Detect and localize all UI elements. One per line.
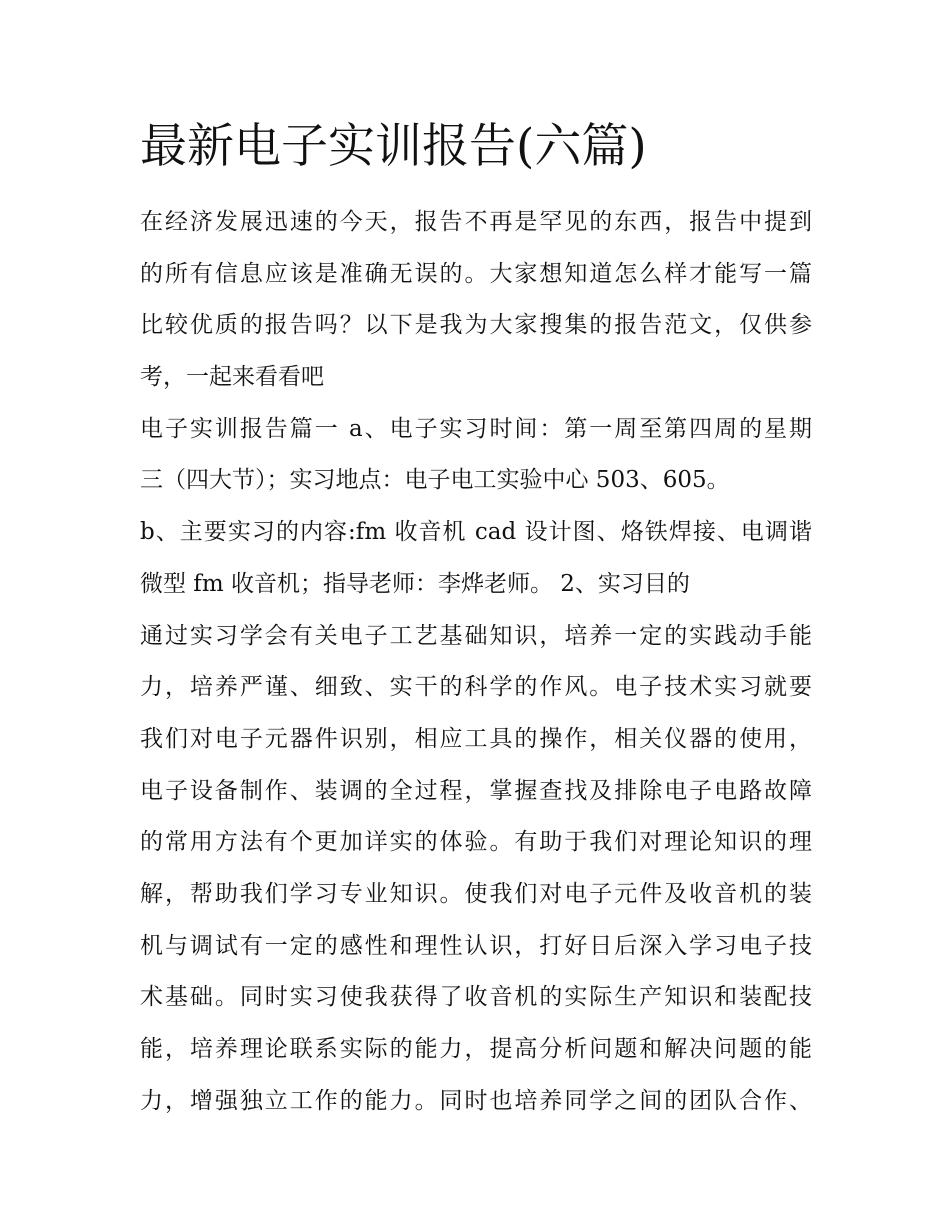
body-text-line: 术基础。同时实习使我获得了收音机的实际生产知识和装配技 [140,984,812,1011]
body-text-line: 考，一起来看看吧 [140,364,324,391]
body-text-line: 能，培养理论联系实际的能力，提高分析问题和解决问题的能 [140,1036,812,1062]
document-body [140,197,812,1127]
body-text-line: 电子实训报告篇一 a、电子实习时间：第一周至第四周的星期 [140,415,812,442]
body-text-line: 的所有信息应该是准确无误的。大家想知道怎么样才能写一篇 [140,260,812,287]
body-text-line: 解，帮助我们学习专业知识。使我们对电子元件及收音机的装 [140,880,812,907]
page-title: 最新电子实训报告(六篇) [140,119,647,174]
body-text-line: 力，增强独立工作的能力。同时也培养同学之间的团队合作、 [140,1087,812,1114]
body-text-line: b、主要实习的内容:fm 收音机 cad 设计图、烙铁焊接、电调谐 [140,519,812,546]
body-text-line: 微型 fm 收音机；指导老师：李烨老师。 2、实习目的 [140,570,690,597]
body-text-line: 力，培养严谨、细致、实干的科学的作风。电子技术实习就要 [140,674,812,701]
body-text-line: 的常用方法有个更加详实的体验。有助于我们对理论知识的理 [140,829,812,856]
body-text-line: 电子设备制作、装调的全过程，掌握查找及排除电子电路故障 [140,777,812,804]
body-text-line: 三（四大节）；实习地点：电子电工实验中心 503、605。 [140,467,730,494]
body-text-line: 我们对电子元器件识别，相应工具的操作，相关仪器的使用， [140,725,812,752]
body-text-line: 机与调试有一定的感性和理性认识，打好日后深入学习电子技 [140,932,812,959]
body-text-line: 比较优质的报告吗？以下是我为大家搜集的报告范文，仅供参 [140,312,812,339]
body-text-line: 通过实习学会有关电子工艺基础知识，培养一定的实践动手能 [140,622,812,649]
body-text-line: 在经济发展迅速的今天，报告不再是罕见的东西，报告中提到 [140,209,812,235]
